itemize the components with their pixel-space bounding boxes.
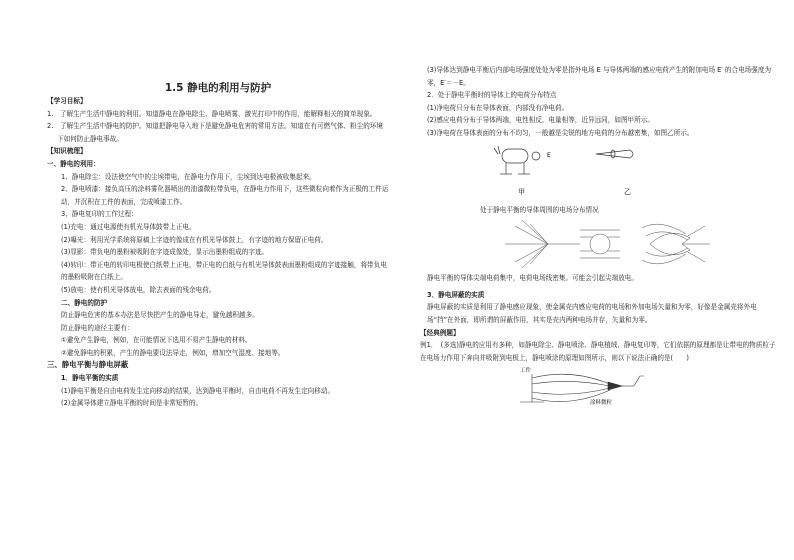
shield-text: 静电屏蔽的实质是利用了静电感应现象，使金属壳内感应电荷的电场和外加电场矢量和为零，好像是金属壳将外电场“挡”在外面，即所谓的屏蔽作用，其实是壳内两种电场并存，矢量和为零。 [427, 303, 757, 324]
goals-heading: 【学习目标】 [47, 97, 87, 105]
sec2-line: 防止静电危害的基本办法是尽快把产生的静电导走，避免越积越多。 [61, 311, 259, 320]
sec2-line: ①避免产生静电，例如，在可能情况下选用不易产生静电的材料。 [61, 336, 252, 345]
distribution-heading: 2．处于静电平衡时的导体上的电荷分布特点 [427, 91, 557, 100]
figure-field-lines [420, 216, 778, 272]
sec1-item: 2、静电喷漆：接负高压的涂料雾化器喷出的油漆微粒带负电，在静电力作用下，这些微粒向着作为正极的工件运动，并沉积在工件的表面，完成喷漆工作。 [61, 185, 389, 206]
goal-item: 2. 了解生产生活中静电的防护。知道把静电导入地下是避免静电危害的常用方法。知道在有可燃气体、粉尘的环境下如何防止静电事故。 [47, 122, 383, 143]
knowledge-heading: 【知识梳理】 [47, 147, 87, 156]
right-column [420, 64, 778, 408]
distribution-item: (1)净电荷只分布在导体表面，内部没有净电荷。 [427, 103, 569, 112]
figure-spray-painting [420, 364, 778, 408]
sec3-item: (1)静电平衡是自由电荷发生定向移动的结果，达到静电平衡时，自由电荷不再发生定向移动。 [61, 386, 335, 395]
section1-heading: 一、静电的利用： [47, 159, 100, 168]
figure-label-jia: 甲 [518, 187, 525, 196]
equilibrium-item: (3)导体达到静电平衡后内部电场强度处处为零是指外电场 E 与导体两端的感应电荷产生的附加电场 E′ 的合电场强度为零，E′＝－E。 [427, 66, 772, 87]
sec1-item: (1)充电：通过电源使有机光导体鼓带上正电。 [61, 222, 196, 231]
sec1-item: (4)转印：带正电的转印电极使白纸带上正电，带正电的白纸与有机光导体鼓表面墨粉组成的字迹接触，将带负电的墨粉吸附在白纸上。 [61, 260, 387, 282]
sec2-line: ②避免静电的积累，产生的静电要设法导走，例如，增加空气湿度、接地等。 [61, 348, 285, 357]
sec1-item: (3)显影：带负电的墨粉被吸附在字迹成像处，显示出墨粉组成的字迹。 [61, 248, 269, 257]
sec1-item: 1、静电除尘：设法使空气中的尘埃带电，在静电力作用下，尘埃到达电极被收集起来。 [61, 172, 316, 181]
sec3-item: (2)金属导体建立静电平衡的时间是非常短暂的。 [61, 399, 203, 408]
section2-heading: 二、静电的防护 [61, 298, 108, 307]
section3-heading: 三、静电平衡与静电屏蔽 [47, 360, 129, 370]
goal-item: 1. 了解生产生活中静电的利用。知道静电在静电除尘、静电喷雾、激光打印中的作用，能解释相关的简单现象。 [47, 109, 377, 118]
workpiece-label: 工件 [520, 368, 532, 375]
left-column [47, 0, 389, 410]
sec1-item: (5)放电：使有机光导体放电，除去表面的残余电荷。 [61, 285, 216, 294]
page-title: 1.5 静电的利用与防护 [164, 82, 272, 94]
field-symbol: E [547, 151, 551, 159]
example-text: 例1． (多选)静电的应用有多种，如静电除尘、静电喷涂、静电植绒、静电复印等，它们依据的原理都是让带电的物质粒子在电场力作用下奔向并吸附到电极上，静电喷涂的原理如图所示，则以下说法正确的是( ) [420, 341, 776, 362]
sec1-item: 3、静电复印的工作过程： [61, 210, 138, 219]
spray-diagram [420, 364, 778, 408]
conductor-diagram [420, 140, 778, 204]
example-heading: 【经典例题】 [420, 328, 460, 337]
section3-subheading: 1．静电平衡的实质 [61, 374, 119, 383]
tip-discharge-note: 静电平衡的导体尖端电荷集中，电荷电场线密集。可能会引起尖端放电。 [427, 274, 638, 283]
distribution-item: (3)净电荷在导体表面的分布不均匀，一般越是尖锐的地方电荷的分布越密集，如图乙所示。 [427, 128, 694, 137]
figure-conductors [420, 140, 778, 204]
shield-heading: 3．静电屏蔽的实质 [427, 290, 485, 299]
figure-caption: 处于静电平衡的导体周围的电场分布情况 [480, 205, 599, 214]
sec2-line: 防止静电的途径主要有： [61, 323, 134, 332]
sec1-item: (2)曝光：利用光学系统将原稿上字迹的像成在有机光导体鼓上，有字迹的地方保留正电荷。 [61, 235, 328, 244]
field-lines-diagram [420, 216, 778, 272]
figure-label-yi: 乙 [624, 187, 631, 196]
distribution-item: (2)感应电荷分布于导体两端，电性相反，电量相等，近异远同，如图甲所示。 [427, 116, 654, 125]
particles-label: 涂料微粒 [590, 400, 613, 407]
